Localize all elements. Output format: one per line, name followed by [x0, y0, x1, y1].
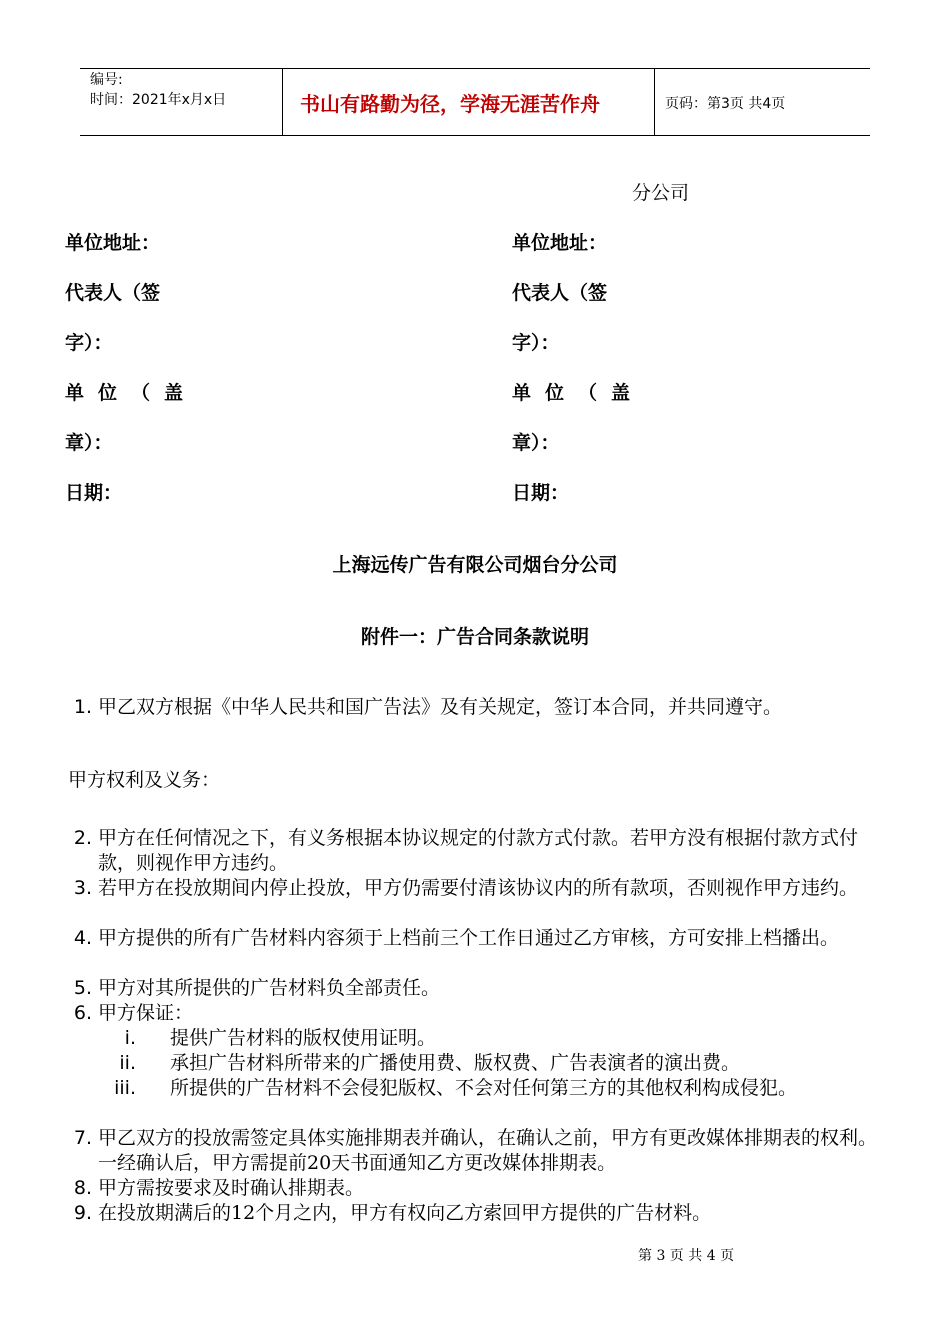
left-date-label: 日期： [65, 482, 123, 504]
item-number: 9. [73, 1202, 92, 1224]
right-rep-label-2: 字）： [512, 332, 560, 354]
item-text: 在投放期满后的12个月之内，甲方有权向乙方索回甲方提供的广告材料。 [98, 1202, 712, 1224]
header-divider-right [654, 68, 655, 135]
left-rep-label-2: 字）： [65, 332, 113, 354]
item-number: 2. [73, 827, 92, 849]
sub-item-number: i. [124, 1027, 136, 1049]
item-text: 甲乙双方的投放需签定具体实施排期表并确认，在确认之前，甲方有更改媒体排期表的权利。一经确认后，甲方需提前20天书面通知乙方更改媒体排期表。 [98, 1127, 878, 1174]
item-text: 甲方需按要求及时确认排期表。 [98, 1177, 365, 1199]
company-name: 上海远传广告有限公司烟台分公司 [332, 554, 618, 576]
party-a-heading: 甲方权利及义务： [68, 769, 221, 791]
item-text: 甲方在任何情况之下，有义务根据本协议规定的付款方式付款。若甲方没有根据付款方式付款，则视作甲方违约。 [98, 827, 859, 874]
header-time-label: 时间：2021年x月x日 [90, 92, 227, 108]
sub-item-number: iii. [114, 1077, 136, 1099]
item-text: 若甲方在投放期间内停止投放，甲方仍需要付清该协议内的所有款项，否则视作甲方违约。 [98, 877, 859, 899]
left-seal-label-1: 单位（盖 [65, 382, 198, 404]
left-address-label: 单位地址： [65, 232, 161, 254]
branch-suffix: 分公司 [632, 182, 690, 204]
header-top-rule [80, 68, 870, 69]
item-text: 甲方对其所提供的广告材料负全部责任。 [98, 977, 441, 999]
page-footer: 第 3 页 共 4 页 [638, 1248, 735, 1264]
header-bottom-rule [80, 135, 870, 136]
sub-item-text: 承担广告材料所带来的广播使用费、版权费、广告表演者的演出费。 [170, 1052, 741, 1074]
left-rep-label-1: 代表人（签 [65, 282, 161, 304]
right-seal-label-1: 单位（盖 [512, 382, 645, 404]
item-text: 甲方提供的所有广告材料内容须于上档前三个工作日通过乙方审核，方可安排上档播出。 [98, 927, 840, 949]
item-number: 8. [73, 1177, 92, 1199]
header-divider-left [282, 68, 283, 135]
item-number: 5. [73, 977, 92, 999]
header-motto: 书山有路勤为径，学海无涯苦作舟 [300, 92, 600, 116]
right-seal-label-2: 章）： [512, 432, 560, 454]
item-text: 甲乙双方根据《中华人民共和国广告法》及有关规定，签订本合同，并共同遵守。 [98, 696, 783, 718]
right-rep-label-1: 代表人（签 [512, 282, 608, 304]
item-text: 甲方保证： [98, 1002, 194, 1024]
sub-item-text: 提供广告材料的版权使用证明。 [170, 1027, 437, 1049]
right-address-label: 单位地址： [512, 232, 608, 254]
header-page-info: 页码：第3页 共4页 [665, 96, 786, 112]
sub-item-text: 所提供的广告材料不会侵犯版权、不会对任何第三方的其他权利构成侵犯。 [170, 1077, 798, 1099]
item-number: 1. [73, 696, 92, 718]
left-seal-label-2: 章）： [65, 432, 113, 454]
right-date-label: 日期： [512, 482, 570, 504]
item-number: 4. [73, 927, 92, 949]
item-number: 6. [73, 1002, 92, 1024]
attachment-title: 附件一：广告合同条款说明 [360, 626, 589, 648]
header-number-label: 编号: [90, 72, 123, 88]
sub-item-number: ii. [119, 1052, 136, 1074]
item-number: 3. [73, 877, 92, 899]
item-number: 7. [73, 1127, 92, 1149]
